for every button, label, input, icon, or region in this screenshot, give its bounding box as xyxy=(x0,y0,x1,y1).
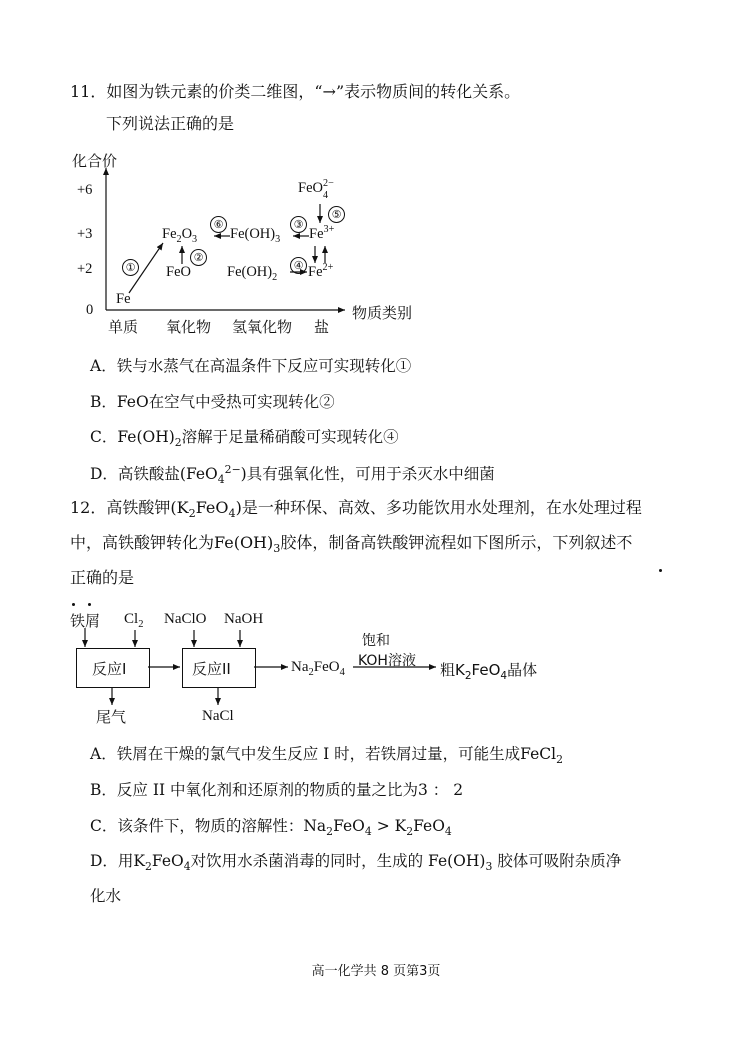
q12-stem-line3: 正确的是 xyxy=(70,568,135,587)
step-label-2: ② xyxy=(190,246,207,266)
input-naclo: NaClO xyxy=(164,611,207,627)
input-naoh: NaOH xyxy=(224,611,264,627)
step-label-1: ① xyxy=(122,256,139,276)
x-category-salt: 盐 xyxy=(314,318,330,336)
y-axis-title: 化合价 xyxy=(72,152,118,170)
q12-stem-line2: 中，高铁酸钾转化为$Fe(OH)_3$胶体，制备高铁酸钾流程如下图所示，下列叙述不 xyxy=(70,533,633,556)
reaction-1-label: 反应I xyxy=(92,660,127,678)
species-feoh3: $Fe(OH)_3$ xyxy=(230,226,281,245)
output-tail-gas: 尾气 xyxy=(96,708,127,726)
q11-stem-line1: 11．如图为铁元素的价类二维图，“→”表示物质间的转化关系。 xyxy=(70,82,521,101)
x-category-element: 单质 xyxy=(108,318,139,336)
y-tick-plus3: +3 xyxy=(77,226,93,242)
species-ferrate: FeO$_4^{2-}$ xyxy=(298,178,334,201)
q12-option-a: A．铁屑在干燥的氯气中发生反应 I 时，若铁屑过量，可能生成FeCl$_2$ xyxy=(90,745,563,767)
reaction-2-label: 反应II xyxy=(192,660,231,678)
species-fe3plus: $Fe^{3+}$ xyxy=(309,224,335,242)
step-label-4: ④ xyxy=(290,254,307,274)
q12-option-d: D．用$K_2FeO_4$对饮用水杀菌消毒的同时，生成的 $Fe(OH)_3$ 胶体可吸附杂质净 xyxy=(90,852,622,874)
species-feo: FeO xyxy=(166,264,191,280)
q12-option-c: C．该条件下，物质的溶解性：$Na_2FeO_4 > K_2FeO_4$ xyxy=(90,817,452,839)
q11-option-b: B．FeO在空气中受热可实现转化② xyxy=(90,393,335,411)
q11-option-a: A．铁与水蒸气在高温条件下反应可实现转化① xyxy=(90,357,412,375)
q12-option-d-cont: 化水 xyxy=(90,887,122,905)
q11-option-c: C．$Fe(OH)_2$溶解于足量稀硝酸可实现转化④ xyxy=(90,428,399,450)
q11-option-d: D．高铁酸盐(FeO$_4^{2-}$)具有强氧化性，可用于杀灭水中细菌 xyxy=(90,462,495,487)
product-k2feo4: 粗$K_2FeO_4$晶体 xyxy=(440,661,538,682)
q12-stem-line1: 12．高铁酸钾$(K_2FeO_4)$是一种环保、高效、多功能饮用水处理剂，在水处理过程 xyxy=(70,498,642,521)
intermediate-na2feo4: $Na_2FeO_4$ xyxy=(291,659,345,678)
q12-option-b: B．反应 II 中氧化剂和还原剂的物质的量之比为3 ： 2 xyxy=(90,781,464,799)
x-category-oxide: 氧化物 xyxy=(166,318,212,336)
condition-koh: KOH溶液 xyxy=(358,653,416,669)
species-fe: Fe xyxy=(116,291,131,307)
input-chlorine: $Cl_2$ xyxy=(124,611,144,630)
species-feoh2: $Fe(OH)_2$ xyxy=(227,264,278,283)
input-iron-scrap: 铁屑 xyxy=(70,612,101,630)
condition-saturated: 饱和 xyxy=(362,633,390,649)
x-axis-title: 物质类别 xyxy=(352,304,413,322)
species-fe2plus: $Fe^{2+}$ xyxy=(308,262,334,280)
step-label-5: ⑤ xyxy=(328,203,345,223)
y-tick-plus2: +2 xyxy=(77,261,93,277)
y-tick-plus6: +6 xyxy=(77,182,93,198)
step-label-3: ③ xyxy=(290,213,307,233)
y-tick-zero: 0 xyxy=(86,302,94,318)
page-footer: 高一化学共 8 页第3页 xyxy=(311,964,441,979)
output-nacl: NaCl xyxy=(202,708,234,724)
species-fe2o3: $Fe_2O_3$ xyxy=(162,226,198,245)
step-label-6: ⑥ xyxy=(210,213,227,233)
x-category-hydroxide: 氢氧化物 xyxy=(232,318,293,336)
q11-stem-line2: 下列说法正确的是 xyxy=(106,114,235,133)
